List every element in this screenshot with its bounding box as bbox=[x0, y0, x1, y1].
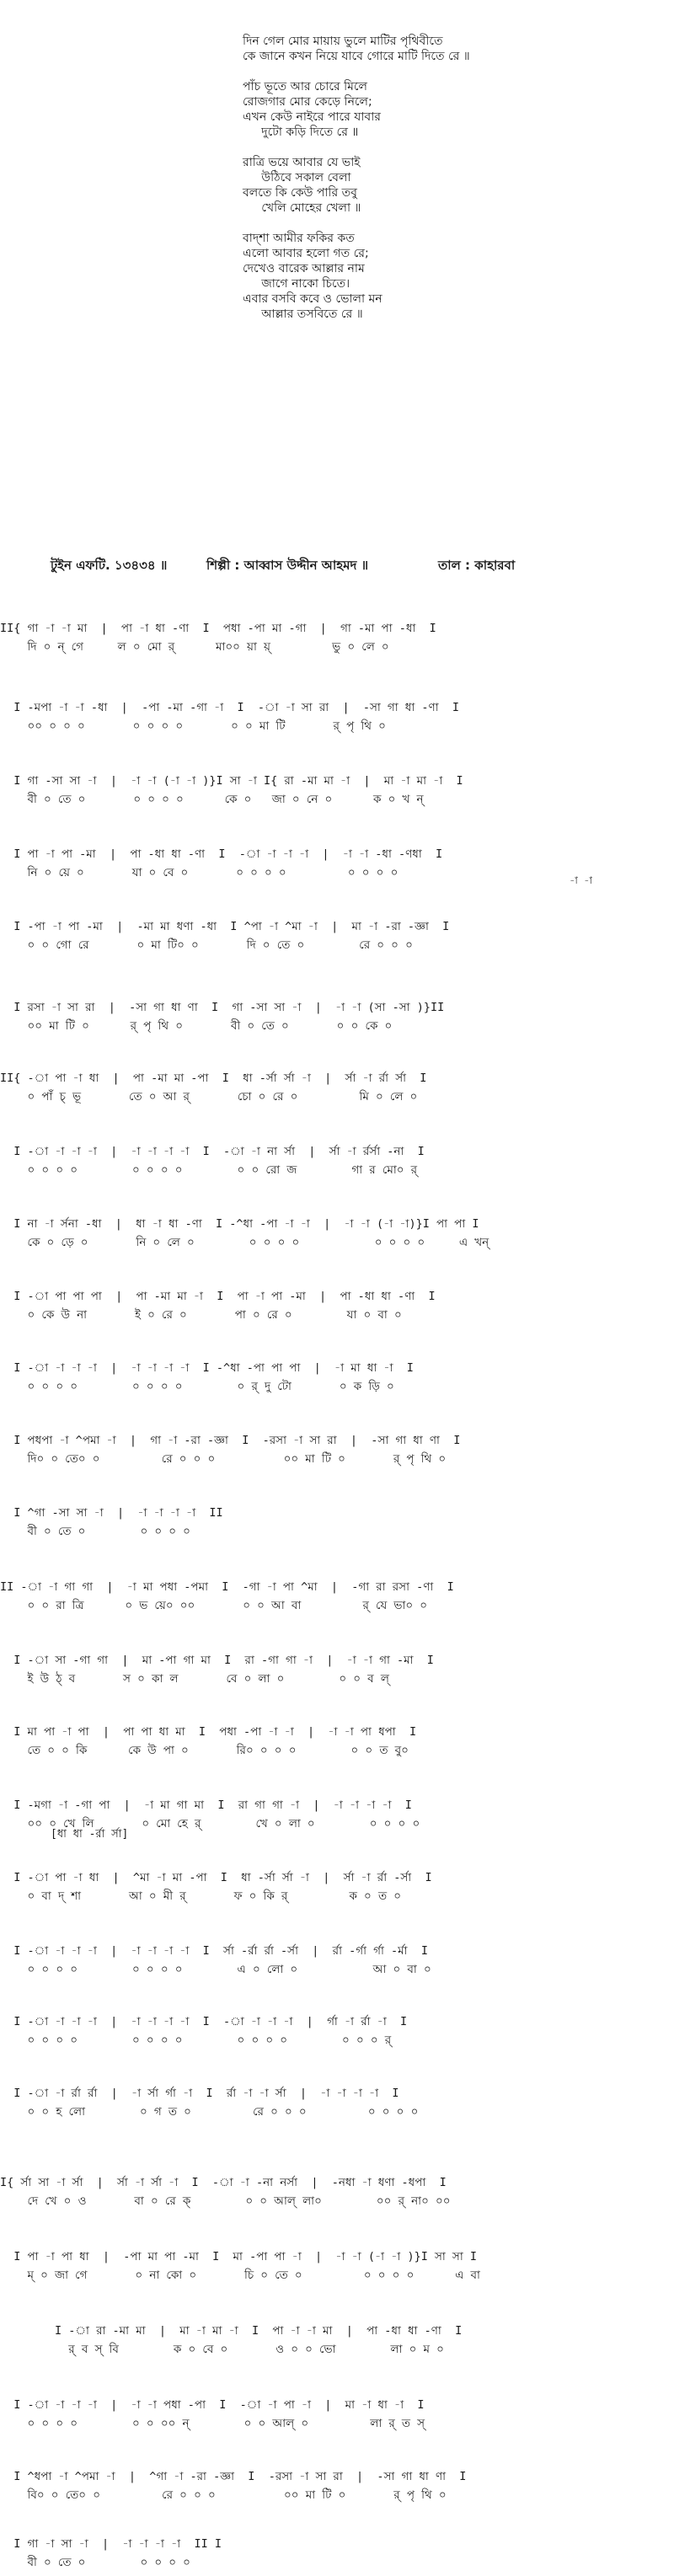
swara-line: I ^গা -সা সা -া | -া -া -া -া II bbox=[0, 1506, 223, 1520]
syllable-line: তে ০ ০ কি কে উ পা ০ রি০ ০ ০ ০ ০ ০ ত বু০ bbox=[0, 1744, 409, 1757]
lyric-line: বাদ্‌শা আমীর ফকির কত bbox=[243, 232, 355, 245]
swara-line: I -া -া -া -া | -া -া -া -া I -া -া -া -া | র্গা -া র্রা -া I bbox=[0, 2015, 408, 2028]
swara-line: I -মপা -া -া -ধা | -পা -মা -গা -া I -া -া সা রা | -সা গা ধা -ণা I bbox=[0, 701, 460, 714]
notation-row bbox=[0, 2322, 674, 2360]
notation-row bbox=[0, 1724, 674, 1761]
notation-row bbox=[0, 2013, 674, 2050]
artist-name: শিল্পী : আব্বাস উদ্দীন আহমদ ॥ bbox=[206, 558, 369, 573]
swara-line: II -া -া গা গা | -া মা পধা -পমা I -গা -া পা ^মা | -গা রা রসা -ণা I bbox=[0, 1580, 454, 1594]
lyric-line: পাঁচ ভূতে আর চোরে মিলে bbox=[243, 80, 367, 94]
swara-line: I -া -া -া -া | -া -া -া -া I র্সা -র্রা র্রা -র্সা | র্রা -র্গা র্গা -র্মা I bbox=[0, 1944, 428, 1958]
syllable-line: ০ কে উ না ই ০ রে ০ পা ০ রে ০ যা ০ বা ০ bbox=[0, 1308, 402, 1322]
lyric-line: রাত্রি ভয়ে আবার যে ভাই bbox=[243, 156, 361, 169]
syllable-line: ০০ মা টি ০ র্ পৃ থি ০ বী ০ তে ০ ০ ০ কে ০ bbox=[0, 1019, 393, 1033]
notation-row bbox=[0, 1216, 674, 1253]
notation-row bbox=[0, 1070, 674, 1107]
lyric-line: বলতে কি কেউ পারি তবু bbox=[243, 186, 357, 200]
swara-line: I -া -া -া -া | -া -া -া -া I -া -া না র্সা | র্সা -া র্রর্সা -না I bbox=[0, 1145, 425, 1158]
notation-row bbox=[0, 1360, 674, 1397]
notation-row bbox=[0, 1797, 674, 1834]
syllable-line: বী ০ তে ০ ০ ০ ০ ০ bbox=[0, 2556, 190, 2569]
syllable-line: ০ ০ ০ ০ ০ ০ ০ ০ ০ ০ ০ ০ ০ ০ ০ র্ bbox=[0, 2034, 392, 2047]
swara-line: II{ -া পা -া ধা | পা -মা মা -পা I ধা -র্সা র্সা -া | র্সা -া র্রা র্সা I bbox=[0, 1072, 427, 1085]
notation-row bbox=[0, 2468, 674, 2505]
lyric-line: দেখেও বারেক আল্লার নাম bbox=[243, 262, 365, 275]
swara-line: I গা -সা সা -া | -া -া (-া -া )}I সা -া I{ রা -মা মা -া | মা -া মা -া I bbox=[0, 774, 463, 788]
swara-line: I পা -া পা ধা | -পা মা পা -মা I মা -পা পা -া | -া -া (-া -া )}I সা সা I bbox=[0, 2250, 478, 2263]
swara-line: I -া পা -া ধা | ^মা -া মা -পা I ধা -র্সা র্সা -া | র্সা -া র্রা -র্সা I bbox=[0, 1871, 432, 1884]
notation-row bbox=[0, 2536, 674, 2573]
grace-note-annotation: [ধা ধা -র্রা র্সা] bbox=[51, 1828, 129, 1841]
lyric-line: দিন গেল মোর মায়ায় ভুলে মাটির পৃথিবীতে bbox=[243, 35, 443, 48]
notation-row bbox=[0, 772, 674, 810]
syllable-line: ০ ০ গো রে ০ মা টি০ ০ দি ০ তে ০ রে ০ ০ ০ bbox=[0, 938, 413, 952]
tala-name: তাল : কাহারবা bbox=[438, 558, 516, 573]
syllable-line: বী ০ তে ০ ০ ০ ০ ০ bbox=[0, 1525, 190, 1538]
lyric-line: খেলি মোহের খেলা ॥ bbox=[243, 201, 361, 215]
syllable-line: ই উ ঠ্ ব স ০ কা ল বে ০ লা ০ ০ ০ ব ল্ bbox=[0, 1672, 389, 1686]
notation-row bbox=[0, 1432, 674, 1469]
swara-line: I ^ধপা -া ^পমা -া | ^গা -া -রা -জ্ঞা I -রসা -া সা রা | -সা গা ধা ণা I bbox=[0, 2470, 467, 2483]
lyric-line: এলো আবার হলো গত রে; bbox=[243, 247, 369, 260]
swara-line: I -া -া -া -া | -া -া -া -া I -^ধা -পা পা পা | -া মা ধা -া I bbox=[0, 1361, 414, 1375]
syllable-line: ০ ০ হ লো ০ গ ত ০ রে ০ ০ ০ ০ ০ ০ ০ bbox=[0, 2105, 419, 2119]
syllable-line: ০ ০ ০ ০ ০ ০ ০ ০ ০ র্ দু টো ০ ক ড়ি ০ bbox=[0, 1380, 394, 1393]
swara-line: II{ গা -া -া মা | পা -া ধা -ণা I পধা -পা মা -গা | গা -মা পা -ধা I bbox=[0, 622, 436, 635]
syllable-line: ০০ ০ খে লি ০ মো হে র্ খে ০ লা ০ ০ ০ ০ ০ bbox=[0, 1817, 420, 1830]
notation-row bbox=[0, 1504, 674, 1542]
swara-line: I -া পা পা পা | পা -মা মা -া I পা -া পা -মা | পা -ধা ধা -ণা I bbox=[0, 1290, 436, 1303]
syllable-line: ০ ০ ০ ০ ০ ০ ০ ০ ০ ০ রো জ গা র মো০ র্ bbox=[0, 1163, 418, 1177]
record-number: টুইন এফটি. ১৩৪৩৪ ॥ bbox=[51, 558, 168, 573]
syllable-line: ০ ০ রা ত্রি ০ ভ য়ে০ ০০ ০ ০ আ বা র্ যে ভা০ ০ bbox=[0, 1599, 428, 1612]
notation-row bbox=[0, 2174, 674, 2211]
syllable-line: বী ০ তে ০ ০ ০ ০ ০ কে ০ জা ০ নে ০ ক ০ খ ন্ bbox=[0, 793, 424, 806]
swara-line: I -া রা -মা মা | মা -া মা -া I পা -া -া মা | পা -ধা ধা -ণা I bbox=[0, 2324, 463, 2338]
syllable-line: ০ ০ ০ ০ ০ ০ ০০ ন্ ০ ০ আল্ ০ লা র্ ত স্ bbox=[0, 2417, 425, 2430]
swara-line: I গা -া সা -া | -া -া -া -া II I bbox=[0, 2537, 222, 2551]
swara-line: I -া -া র্রা র্রা | -া র্সা র্গা -া I র্রা -া -া র্সা | -া -া -া -া I bbox=[0, 2087, 399, 2100]
syllable-line: দে খে ০ ও বা ০ রে ক্ ০ ০ আল্ লা০ ০০ র্ না০ ০০ bbox=[0, 2194, 451, 2208]
lyric-line: দুটো কড়ি দিতে রে ॥ bbox=[243, 126, 359, 139]
notation-row bbox=[0, 918, 674, 955]
notation-row bbox=[0, 1652, 674, 1689]
swara-line: I পা -া পা -মা | পা -ধা ধা -ণা I -া -া -া -া | -া -া -ধা -ণধা I bbox=[0, 847, 443, 861]
notation-row bbox=[0, 846, 674, 883]
notation-row bbox=[0, 699, 674, 736]
lyric-line: জাগে নাকো চিতে। bbox=[243, 277, 350, 291]
notation-row bbox=[0, 999, 674, 1036]
syllable-line: বি০ ০ তে০ ০ রে ০ ০ ০ ০০ মা টি ০ র্ পৃ থি ০ bbox=[0, 2488, 447, 2502]
lyric-line: রোজগার মোর কেড়ে নিলে; bbox=[243, 95, 372, 109]
syllable-line: ০ বা দ্ শা আ ০ মী র্ ফ ০ কি র্ ক ০ ত ০ bbox=[0, 1889, 401, 1903]
syllable-line: কে ০ ড়ে ০ নি ০ লে ০ ০ ০ ০ ০ ০ ০ ০ ০ এ খন্ bbox=[0, 1236, 489, 1249]
swara-line: I না -া র্সনা -ধা | ধা -া ধা -ণা I -^ধা -পা -া -া | -া -া (-া -া)}I পা পা I bbox=[0, 1217, 479, 1231]
swara-line: I পধপা -া ^পমা -া | গা -া -রা -জ্ঞা I -রসা -া সা রা | -সা গা ধা ণা I bbox=[0, 1434, 461, 1447]
notation-row bbox=[0, 1943, 674, 1980]
notation-row bbox=[0, 1288, 674, 1325]
notation-row bbox=[0, 620, 674, 657]
notation-row bbox=[0, 2085, 674, 2122]
swara-line: I -মগা -া -গা পা | -া মা গা মা I রা গা গা -া | -া -া -া -া I bbox=[0, 1798, 412, 1812]
syllable-line: ম্ ০ জা গে ০ না কো ০ চি ০ তে ০ ০ ০ ০ ০ এ বা bbox=[0, 2269, 480, 2282]
notation-row bbox=[0, 1143, 674, 1180]
lyric-line: উঠিবে সকাল বেলা bbox=[243, 171, 351, 184]
syllable-line: দি০ ০ তে০ ০ রে ০ ০ ০ ০০ মা টি ০ র্ পৃ থি ০ bbox=[0, 1452, 447, 1466]
lyric-line: এবার বসবি কবে ও ভোলা মন bbox=[243, 292, 382, 306]
swara-line: I{ র্সা সা -া র্সা | র্সা -া র্সা -া I -া -া -না নর্সা | -নধা -া ধণা -ধপা I bbox=[0, 2176, 447, 2189]
syllable-line: দি ০ ন্ গে ল ০ মো র্ মা০০ য়া য়্ ভু ০ লে ০ bbox=[0, 640, 389, 654]
notation-row bbox=[0, 1869, 674, 1906]
syllable-line: ০০ ০ ০ ০ ০ ০ ০ ০ ০ ০ মা টি র্ পৃ থি ০ bbox=[0, 719, 386, 733]
notation-row bbox=[0, 2248, 674, 2285]
swara-line: I রসা -া সা রা | -সা গা ধা ণা I গা -সা সা -া | -া -া (সা -সা )}II bbox=[0, 1001, 445, 1014]
syllable-line: নি ০ য়ে ০ যা ০ বে ০ ০ ০ ০ ০ ০ ০ ০ ০ bbox=[0, 866, 399, 879]
lyric-line: আল্লার তসবিতে রে ॥ bbox=[243, 307, 363, 321]
swara-line: I -া সা -গা গা | মা -পা গা মা I রা -গা গা -া | -া -া গা -মা I bbox=[0, 1654, 434, 1667]
notation-row bbox=[0, 2397, 674, 2434]
syllable-line: ০ ০ ০ ০ ০ ০ ০ ০ এ ০ লো ০ আ ০ বা ০ bbox=[0, 1963, 431, 1976]
syllable-line: র্ ব স্ বি ক ০ বে ০ ও ০ ০ ভো লা ০ ম ০ bbox=[0, 2343, 444, 2356]
syllable-line: ০ পাঁ চ্ ভূ তে ০ আ র্ চো ০ রে ০ মি ০ লে ০ bbox=[0, 1090, 418, 1104]
lyric-line: এখন কেউ নাইরে পারে যাবার bbox=[243, 110, 381, 124]
swara-line: I -া -া -া -া | -া -া পধা -পা I -া -া পা -া | মা -া ধা -া I bbox=[0, 2398, 425, 2412]
upper-note-annotation: -া -া bbox=[570, 874, 592, 886]
swara-line: I মা পা -া পা | পা পা ধা মা I পধা -পা -া -া | -া -া পা ধপা I bbox=[0, 1725, 417, 1739]
swara-line: I -পা -া পা -মা | -মা মা ধণা -ধা I ^পা -া ^মা -া | মা -া -রা -জ্ঞা I bbox=[0, 920, 450, 933]
lyric-line: কে জানে কখন নিয়ে যাবে গোরে মাটি দিতে রে ॥ bbox=[243, 50, 470, 63]
notation-row bbox=[0, 1579, 674, 1616]
